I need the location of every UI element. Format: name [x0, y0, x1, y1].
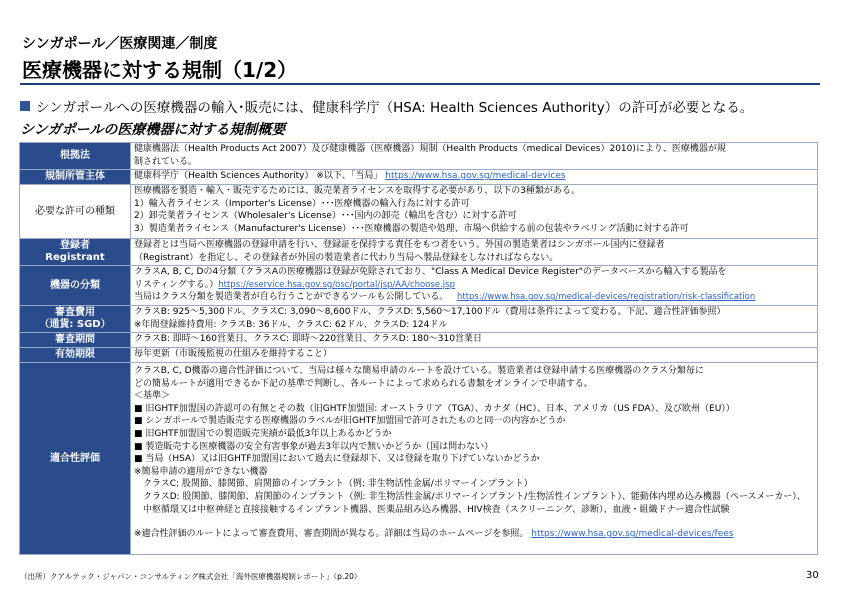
table-row	[20, 266, 818, 306]
blank-line	[134, 516, 814, 528]
body-line: クラスA, B, C, Dの4分類（クラスAの医療機器は登録が免除されており、"Class A Medical Device Register"のデータベースから輸入する製品を	[134, 267, 727, 277]
table-row	[20, 143, 818, 170]
body-line: クラスB: 925～5,300ドル、クラスC: 3,090～8,600ドル、クラスD: 5,560～17,100ドル（費用は条件によって変わる。下記、適合性評価参照）	[134, 307, 726, 317]
body-line: ■ 製造販売する医療機器の安全有害事象が過去3年以内で無いかどうか（国は問わない）	[134, 441, 494, 452]
body-line: （Registrant）を指定し、その登録者が外国の製造業者に代わり当局へ製品登録をしなければならない。	[134, 252, 559, 263]
page-title: 医療機器に対する規制（1/2）	[22, 58, 298, 82]
breadcrumb: シンガポール／医療関連／制度	[22, 36, 218, 52]
row-header-validity: 有効期限	[20, 348, 131, 363]
fees-link[interactable]: https://www.hsa.gov.sg/medical-devices/fees	[531, 529, 734, 540]
body-line: どの簡易ルートが適用できるか下記の基準で判断し、各ルートによって求められる書類をオンラインで申請する。	[134, 378, 593, 389]
row-header-permit: 必要な許可の種類	[20, 185, 131, 239]
table-row	[20, 306, 818, 333]
lead-text: シンガポールへの医療機器の輸入･販売には、健康科学庁（HSA: Health Sciences Authority）の許可が必要となる。	[36, 100, 754, 116]
table-row	[20, 239, 818, 266]
regulation-table	[19, 142, 818, 555]
authority-text: 健康科学庁（Health Sciences Authority） ※以下、「当局」	[134, 171, 386, 181]
risk-classification-link[interactable]: https://www.hsa.gov.sg/medical-devices/registration/risk-classification	[456, 292, 756, 303]
body-line: リスティングする。）	[134, 279, 219, 290]
body-line: ※簡易申請の適用ができない機器	[134, 466, 268, 477]
row-body-permit	[131, 185, 818, 239]
body-line: 登録者とは当局へ医療機器の登録申請を行い、登録証を保持する責任をもつ者をいう。外国の製造業者はシンガポール国内に登録者	[134, 240, 665, 250]
table-subtitle: シンガポールの医療機器に対する規制概要	[20, 122, 286, 138]
table-row	[20, 363, 818, 555]
body-line: ※年間登録維持費用: クラスB: 36ドル、クラスC: 62ドル、クラスD: 124ドル	[134, 319, 448, 330]
row-body-conformity	[131, 363, 818, 555]
body-line: クラスB: 即時～160営業日、クラスC: 即時～220営業日、クラスD: 180～310営業日	[134, 334, 482, 344]
body-line: クラスC: 股関節、膝関節、肩関節のインプラント（例: 非生物活性金属/ポリマーインプラント）	[134, 479, 533, 490]
row-body-registrant	[131, 239, 818, 266]
body-line: ■ 旧GHTF加盟国での製造販売実績が最低3年以上あるかどうか	[134, 428, 392, 439]
body-line: ■ 当局（HSA）又は旧GHTF加盟国において過去に登録却下、又は登録を取り下げていないかどうか	[134, 454, 540, 465]
body-line: 3）製造業者ライセンス（Manufacturer's License）･･･医療機器の製造や処理、市場へ供給する前の包装やラベリング活動に対する許可	[134, 223, 689, 234]
row-body-fee	[131, 306, 818, 333]
body-line: 当局はクラス分類を製造業者が自ら行うことができるツールも公開している。	[134, 292, 449, 303]
row-body-authority	[131, 170, 818, 185]
row-body-law	[131, 143, 818, 170]
row-header-law: 根拠法	[20, 143, 131, 170]
row-header-conformity: 適合性評価	[20, 363, 131, 555]
body-line: ＜基準＞	[134, 391, 171, 402]
row-body-validity	[131, 348, 818, 363]
body-line: 医療機器を製造・輸入・販売するためには、販売業者ライセンスを取得する必要があり、以下の3種類がある。	[134, 186, 580, 196]
body-line: 健康機器法（Health Products Act 2007）及び健康機器（医療機器）規制（Health Products（medical Devices）2010)により、医療機器が規	[134, 144, 726, 154]
title-divider	[20, 83, 820, 85]
square-bullet-icon	[20, 101, 30, 111]
page-number: 30	[806, 570, 819, 581]
row-body-period	[131, 333, 818, 348]
table-row	[20, 170, 818, 185]
hsa-link[interactable]: https://www.hsa.gov.sg/medical-devices	[385, 171, 566, 181]
body-line: 制されている。	[134, 156, 198, 167]
row-header-period: 審査期間	[20, 333, 131, 348]
body-line: クラスB, C, D機器の適合性評価について、当局は様々な簡易申請のルートを設けている。製造業者は登録申請する医療機器のクラス分類毎に	[134, 366, 704, 376]
body-line: 1）輸入者ライセンス（Importer's License）･･･医療機器の輸入行為に対する許可	[134, 198, 470, 209]
body-line: ■ 旧GHTF加盟国の許認可の有無とその数（旧GHTF加盟国: オーストラリア（TGA）、カナダ（HC）、日本、アメリカ（US FDA）、及び欧州（EU））	[134, 403, 735, 414]
body-line: クラスD: 股関節、膝関節、肩関節のインプラント（例: 非生物活性金属/ポリマーインプラント/生物活性インプラント）、能動体内埋め込み機器（ペースメーカー）、	[134, 491, 806, 502]
source-footnote: （出所）クアルテック・ジャパン・コンサルティング株式会社「海外医療機器規制レポート」（p.20）	[20, 572, 362, 581]
class-a-register-link[interactable]: https://eservice.hsa.gov.sg/osc/portal/jsp/AA/choose.jsp	[218, 279, 455, 290]
body-line: 中枢循環又は中枢神経と直接接触するインプラント機器、医薬品組み込み機器、HIV検査（スクリーニング、診断）、血液・組織ドナー適合性試験	[134, 504, 730, 515]
row-body-classification	[131, 266, 818, 306]
table-row	[20, 185, 818, 239]
table-row	[20, 348, 818, 363]
row-header-registrant: 登録者 Registrant	[20, 239, 131, 266]
body-line: 2）卸売業者ライセンス（Wholesaler's License）･･･国内の卸売（輸出を含む）に対する許可	[134, 211, 517, 222]
fees-note: ※適合性評価のルートによって審査費用、審査期間が異なる。詳細は当局のホームページを参照。	[134, 529, 529, 540]
lead-bullet	[20, 96, 753, 116]
row-header-authority: 規制所管主体	[20, 170, 131, 185]
table-row	[20, 333, 818, 348]
row-header-fee: 審査費用 （通貨: SGD）	[20, 306, 131, 333]
row-header-classification: 機器の分類	[20, 266, 131, 306]
body-line: 毎年更新（市販後監視の仕組みを維持すること）	[134, 349, 333, 359]
body-line: ■ シンガポールで製造販売する医療機器のラベルが旧GHTF加盟国で許可されたものと同一の内容かどうか	[134, 416, 566, 427]
